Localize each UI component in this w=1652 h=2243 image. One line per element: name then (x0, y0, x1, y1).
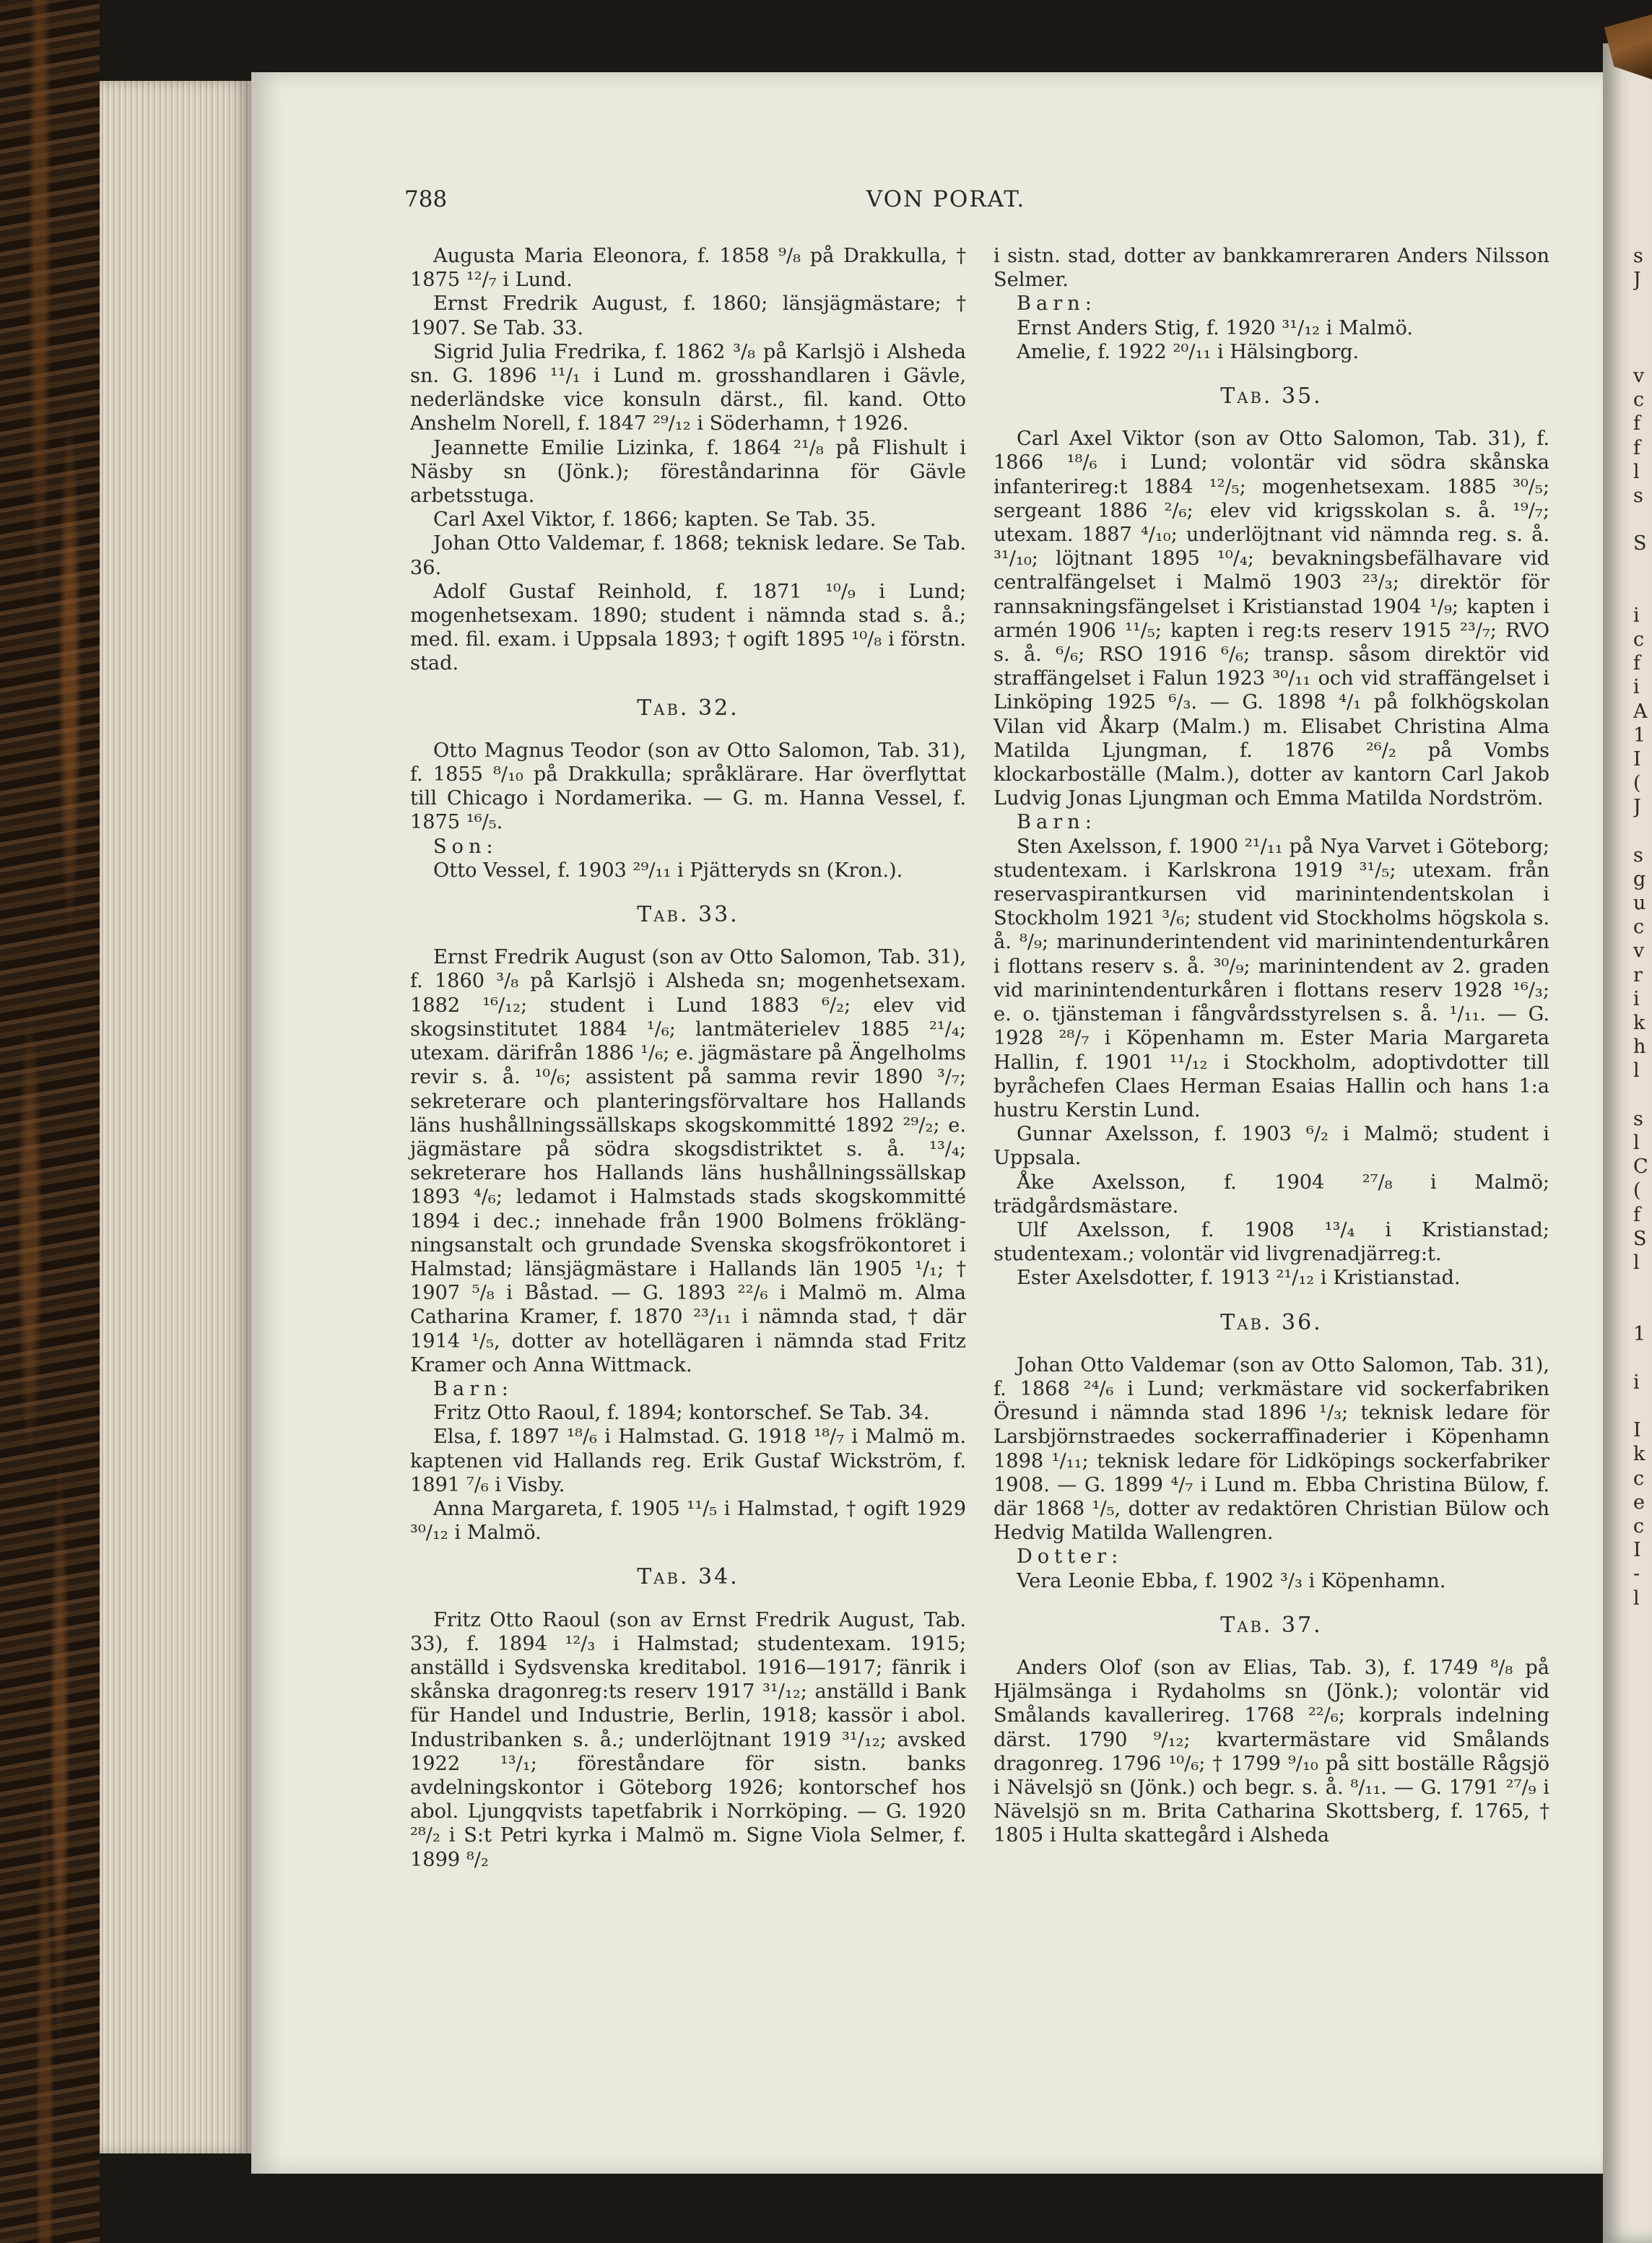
children-subheading: Son: (433, 835, 498, 858)
genealogy-entry: Ernst Fredrik August, f. 1860; länsjägmästare; † 1907. Se Tab. 33. (410, 292, 966, 339)
genealogy-entry: Fritz Otto Raoul, f. 1894; kontorschef. Se Tab. 34. (433, 1402, 930, 1425)
table-heading: Tab. 36. (1220, 1309, 1323, 1335)
facing-page-letter: f (1633, 652, 1640, 675)
facing-page-letter: I (1633, 747, 1641, 771)
facing-page-letter: f (1633, 436, 1640, 459)
facing-page-letter: k (1633, 1012, 1646, 1034)
genealogy-entry: Elsa, f. 1897 ¹⁸/₆ i Halmstad. G. 1918 ¹⁸/₇ i Malmö m. kaptenen vid Hallands reg. Erik Gustaf Wickström, f. 1891 ⁷/₆ i Visby. (410, 1426, 966, 1496)
facing-page-letter: k (1633, 1443, 1646, 1466)
book-spine-edge (0, 0, 100, 2243)
facing-page-letter: f (1633, 412, 1640, 435)
genealogy-entry: Ulf Axelsson, f. 1908 ¹³/₄ i Kristianstad; studentexam.; volontär vid livgrenadjärreg:t. (994, 1218, 1549, 1266)
genealogy-entry: Carl Axel Viktor, f. 1866; kapten. Se Tab. 35. (433, 508, 877, 532)
facing-page-letter (1633, 1394, 1651, 1418)
genealogy-entry: Otto Magnus Teodor (son av Otto Salomon, Tab. 31), f. 1855 ⁸/₁₀ på Drakkulla; språklärare. Har överflyttat till Chicago i Nordamerika. — G. m. Hanna Vessel, f. 1875 ¹⁶/₅. (410, 739, 966, 834)
facing-page-letter: g (1633, 867, 1646, 890)
facing-page-letter: r (1633, 963, 1643, 986)
genealogy-entry: Augusta Maria Eleonora, f. 1858 ⁹/₈ på Drakkulla, † 1875 ¹²/₇ i Lund. (410, 245, 966, 292)
table-heading: Tab. 35. (1220, 383, 1323, 409)
facing-page-letter: s (1633, 245, 1643, 267)
facing-page-letter: c (1633, 1467, 1645, 1490)
facing-page-letter: I (1633, 1539, 1641, 1562)
facing-page-letter: c (1633, 1514, 1645, 1537)
facing-page-letter: s (1633, 1107, 1643, 1130)
genealogy-entry: i sistn. stad, dotter av bankkamreraren Anders Nilsson Selmer. (994, 245, 1549, 292)
facing-page-letter: i (1633, 676, 1640, 699)
facing-page-letter (1633, 555, 1651, 579)
facing-page-letter: - (1633, 1563, 1640, 1586)
children-subheading: Barn: (1017, 811, 1097, 834)
genealogy-entry: Åke Axelsson, f. 1904 ²⁷/₈ i Malmö; trädgårdsmästare. (994, 1171, 1549, 1218)
page-number: 788 (404, 186, 448, 212)
table-heading: Tab. 34. (637, 1564, 739, 1590)
facing-page-letter: s (1633, 484, 1643, 507)
facing-page-letter (1633, 1347, 1651, 1371)
facing-page-letter (1633, 340, 1651, 364)
facing-page-letter: S (1633, 1227, 1647, 1250)
children-subheading: Barn: (433, 1377, 513, 1400)
facing-page-letter (1633, 580, 1651, 604)
page-stack-edge (100, 81, 251, 2153)
page-header (404, 186, 1596, 218)
facing-page-letter: l (1633, 460, 1640, 483)
genealogy-entry: Johan Otto Valdemar (son av Otto Salomon, Tab. 31), f. 1868 ²⁴/₆ i Lund; verkmästare vid sockerfabriken Öresund i nämnda stad 1896 ¹/₃; teknisk ledare för Larsbjörnstraedes sockerraffinaderier i Köpenhamn 1898 ¹/₁₁; teknisk ledare för Lidköpings sockerfabriker 1908. — G. 1899 ⁴/₇ i Lund m. Ebba Christina Bülow, f. där 1868 ¹/₅, dotter av redaktören Christian Bülow och Hedvig Matilda Wallengren. (994, 1353, 1549, 1545)
facing-page-letter: c (1633, 628, 1645, 651)
facing-page-letter: i (1633, 1371, 1640, 1394)
genealogy-entry: Gunnar Axelsson, f. 1903 ⁶/₂ i Malmö; student i Uppsala. (994, 1123, 1549, 1170)
genealogy-entry: Vera Leonie Ebba, f. 1902 ³/₃ i Köpenhamn. (1017, 1569, 1446, 1592)
children-subheading: Barn: (1017, 292, 1097, 316)
facing-page-letter (1633, 1083, 1651, 1107)
facing-page-letter: f (1633, 1203, 1640, 1226)
genealogy-entry: Sigrid Julia Fredrika, f. 1862 ³/₈ på Karlsjö i Alsheda sn. G. 1896 ¹¹/₁ i Lund m. grosshandlaren i Gävle, nederländske vice konsuln därst., fil. kand. Otto Anshelm Norell, f. 1847 ²⁹/₁₂ i Söderhamn, † 1926. (410, 340, 966, 435)
facing-page-letter (1633, 316, 1651, 340)
facing-page-letter: e (1633, 1491, 1645, 1514)
facing-page-letter: ( (1633, 1179, 1641, 1202)
facing-page-letter: C (1633, 1155, 1648, 1179)
facing-page-letter: ( (1633, 772, 1641, 795)
facing-page-letter: u (1633, 892, 1646, 915)
facing-page-letter (1633, 1298, 1651, 1322)
facing-page-letter: l (1633, 1251, 1640, 1274)
table-heading: Tab. 33. (637, 902, 739, 928)
running-head: VON PORAT. (866, 186, 1026, 212)
facing-page-letter: J (1633, 269, 1641, 292)
genealogy-entry: Carl Axel Viktor (son av Otto Salomon, Tab. 31), f. 1866 ¹⁸/₆ i Lund; volontär vid södra skånska infanterireg:t 1884 ¹²/₅; mogenhetsexam. 1885 ³⁰/₅; sergeant 1886 ²/₆; elev vid krigsskolan s. å. ¹⁹/₇; utexam. 1887 ⁴/₁₀; underlöjtnant vid nämnda reg. s. å. ³¹/₁₀; löjtnant 1895 ¹⁰/₄; bevakningsbefälhavare vid centralfängelset i Malmö 1903 ²³/₃; direktör för rannsakningsfängelset i Kristianstad 1904 ¹/₉; kapten i armén 1906 ¹¹/₅; kapten i reg:ts reserv 1915 ²³/₇; RVO s. å. ⁶/₆; RSO 1916 ⁶/₆; transp. såsom direktör vid straffängelset i Falun 1923 ³⁰/₁₁ och vid straffängelset i Linköping 1925 ⁶/₃. — G. 1898 ⁴/₁ på folkhögskolan Vilan vid Åkarp (Malm.) m. Elisabet Christina Alma Matilda Ljungman, f. 1876 ²⁶/₂ på Vombs klockarboställe (Malm.), dotter av kantorn Carl Jakob Ludvig Jonas Ljungman och Emma Matilda Nordström. (994, 428, 1549, 810)
facing-page-letter: s (1633, 843, 1643, 867)
facing-page-letter: l (1633, 1131, 1640, 1154)
facing-page-letter (1633, 292, 1651, 316)
facing-page-letter (1633, 820, 1651, 843)
facing-page-letter: I (1633, 1419, 1641, 1442)
facing-page-letter: c (1633, 916, 1645, 939)
genealogy-entry: Jeannette Emilie Lizinka, f. 1864 ²¹/₈ på Flishult i Näsby sn (Jönk.); föreståndarinna för Gävle arbetsstuga. (410, 436, 966, 508)
genealogy-entry: Ester Axelsdotter, f. 1913 ²¹/₁₂ i Kristianstad. (1017, 1267, 1461, 1290)
facing-page-letter (1633, 1275, 1651, 1298)
facing-page-letter: J (1633, 796, 1641, 819)
facing-page-letter: i (1633, 987, 1640, 1010)
genealogy-entry: Ernst Anders Stig, f. 1920 ³¹/₁₂ i Malmö. (1017, 316, 1414, 339)
facing-page-letter: 1 (1633, 1323, 1646, 1346)
genealogy-entry: Otto Vessel, f. 1903 ²⁹/₁₁ i Pjätteryds sn (Kron.). (433, 859, 903, 882)
genealogy-entry: Fritz Otto Raoul (son av Ernst Fredrik August, Tab. 33), f. 1894 ¹²/₃ i Halmstad; studentexam. 1915; anställd i Sydsvenska kreditabol. 1916—1917; fänrik i skånska dragonreg:ts reserv 1917 ³¹/₁₂; anställd i Bank für Handel und Industrie, Berlin, 1918; kassör i abol. Industribanken s. å.; underlöjtnant 1919 ³¹/₁₂; avsked 1922 ¹³/₁; föreståndare för sistn. banks avdelningskontor i Göteborg 1926; kontorschef hos abol. Ljungqvists tapetfabrik i Norrköping. — G. 1920 ²⁸/₂ i S:t Petri kyrka i Malmö m. Signe Viola Selmer, f. 1899 ⁸/₂ (410, 1608, 966, 1871)
left-text-column (410, 244, 966, 1872)
facing-page-letter: l (1633, 1059, 1640, 1083)
genealogy-entry: Amelie, f. 1922 ²⁰/₁₁ i Hälsingborg. (1017, 340, 1360, 363)
children-subheading: Dotter: (1017, 1545, 1123, 1569)
genealogy-entry: Johan Otto Valdemar, f. 1868; teknisk ledare. Se Tab. 36. (410, 532, 966, 579)
table-heading: Tab. 37. (1220, 1612, 1323, 1638)
facing-page-letter: v (1633, 364, 1645, 387)
genealogy-entry: Adolf Gustaf Reinhold, f. 1871 ¹⁰/₉ i Lund; mogenhetsexam. 1890; student i nämnda stad s. å.; med. fil. exam. i Uppsala 1893; † ogift 1895 ¹⁰/₈ i förstn. stad. (410, 580, 966, 675)
facing-page-letter: 1 (1633, 724, 1646, 747)
facing-page-letter: v (1633, 940, 1645, 963)
facing-page-letter: c (1633, 389, 1645, 412)
right-text-column (994, 244, 1549, 1848)
facing-page-letter: A (1633, 700, 1648, 723)
facing-page-letter: S (1633, 532, 1647, 555)
genealogy-entry: Anna Margareta, f. 1905 ¹¹/₅ i Halmstad, † ogift 1929 ³⁰/₁₂ i Malmö. (410, 1497, 966, 1545)
facing-page-letter: l (1633, 1587, 1640, 1610)
genealogy-entry: Anders Olof (son av Elias, Tab. 3), f. 1749 ⁸/₈ på Hjälmsänga i Rydaholms sn (Jönk.); volontär vid Smålands kavallerireg. 1768 ²²/₆; korprals indelning därst. 1790 ⁹/₁₂; kvartermästare vid Smålands dragonreg. 1796 ¹⁰/₆; † 1799 ⁹/₁₀ på sitt boställe Rågsjö i Nävelsjö sn (Jönk.) och begr. s. å. ⁸/₁₁. — G. 1791 ²⁷/₉ i Nävelsjö sn m. Brita Catharina Skottsberg, f. 1765, † 1805 i Hulta skattegård i Alsheda (994, 1656, 1549, 1847)
facing-page-letter (1633, 508, 1651, 532)
facing-page-fragments (1633, 244, 1651, 1610)
facing-page-letter: i (1633, 604, 1640, 627)
genealogy-entry: Ernst Fredrik August (son av Otto Salomon, Tab. 31), f. 1860 ³/₈ på Karlsjö i Alsheda sn; mogenhetsexam. 1882 ¹⁶/₁₂; student i Lund 1883 ⁶/₂; elev vid skogsinstitutet 1884 ¹/₆; lantmäterielev 1885 ²¹/₄; utexam. därifrån 1886 ¹/₆; e. jägmästare på Ängelholms revir s. å. ¹⁰/₆; assistent på samma revir 1890 ³/₇; sekreterare och planteringsförvaltare hos Hallands läns hushållningssällskaps skogskommitté 1892 ²⁹/₂; e. jägmästare på södra skogsdistriktet s. å. ¹³/₄; sekreterare hos Hallands läns hushållningssällskap 1893 ⁴/₆; ledamot i Halmstads stads skogskommitté 1894 i dec.; innehade från 1900 Bolmens fröklängningsanstalt och grundade Svenska skogsfrökontoret i Halmstad; länsjägmästare i Hallands län 1905 ¹/₁; † 1907 ⁵/₈ i Båstad. — G. 1893 ²²/₆ i Malmö m. Alma Catharina Kramer, f. 1870 ²³/₁₁ i nämnda stad, † där 1914 ¹/₅, dotter av hotellägaren i nämnda stad Fritz Kramer och Anna Wittmack. (410, 946, 966, 1376)
table-heading: Tab. 32. (637, 695, 739, 721)
facing-page-letter: h (1633, 1036, 1646, 1059)
genealogy-entry: Sten Axelsson, f. 1900 ²¹/₁₁ på Nya Varvet i Göteborg; studentexam. i Karlskrona 1919 ³¹/₅; utexam. från reservaspirantkursen vid marinintendentskolan i Stockholm 1921 ³/₆; student vid Stockholms högskola s. å. ⁸/₉; marinunderintendent vid marinintendenturkåren i flottans reserv s. å. ³⁰/₉; marinintendent av 2. graden vid marinintendenturkåren i flottans reserv 1928 ¹⁶/₃; e. o. tjänsteman i fångvårdsstyrelsen s. å. ¹/₁₁. — G. 1928 ²⁸/₇ i Köpenhamn m. Ester Maria Margareta Hallin, f. 1901 ¹¹/₁₂ i Stockholm, adoptivdotter till byråchefen Claes Herman Esaias Hallin och hans 1:a hustru Kerstin Lund. (994, 835, 1549, 1122)
